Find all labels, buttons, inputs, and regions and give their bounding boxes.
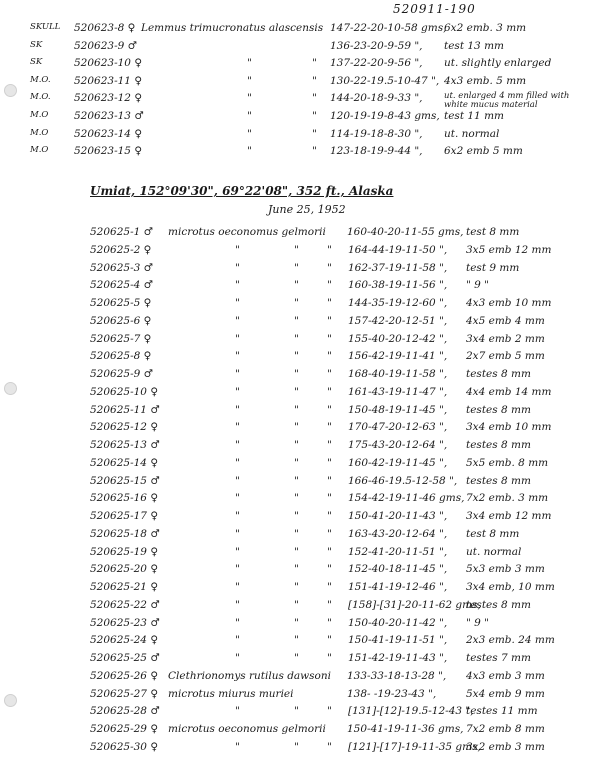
remarks: testes 11 mm (466, 705, 538, 718)
location-code: M.O (30, 127, 49, 138)
catalog-number: 520625-3 ♂ (90, 261, 154, 274)
remarks: 4x4 emb 14 mm (466, 385, 552, 398)
ditto-mark: " (294, 616, 299, 629)
catalog-number: 520623-11 ♀ (74, 74, 143, 87)
catalog-number: 520625-12 ♀ (90, 421, 159, 434)
ditto-mark: " (327, 634, 332, 647)
ditto-mark: " (294, 598, 299, 611)
ditto-mark: " (235, 474, 240, 487)
ditto-mark: " (294, 474, 299, 487)
remarks: test 9 mm (466, 261, 520, 274)
ditto-mark: " (312, 92, 317, 105)
ditto-mark: " (235, 705, 240, 718)
ditto-mark: " (294, 279, 299, 292)
measurements: 144-35-19-12-60 ", (348, 297, 448, 309)
ditto-mark: " (294, 439, 299, 451)
ditto-mark: " (235, 243, 240, 256)
catalog-number: 520625-13 ♂ (90, 439, 160, 451)
catalog-number: 520625-19 ♀ (90, 545, 159, 558)
ledger-row (0, 57, 600, 75)
remarks: test 8 mm (466, 527, 520, 540)
measurements: 175-43-20-12-64 ", (348, 439, 448, 451)
remarks: " 9 " (466, 279, 490, 292)
remarks: test 13 mm (444, 39, 504, 52)
ditto-mark: " (327, 474, 332, 487)
ditto-mark: " (312, 127, 317, 140)
ledger-row (0, 75, 600, 93)
ledger-row (0, 279, 600, 297)
ledger-row (0, 475, 600, 493)
ditto-mark: " (235, 456, 240, 469)
ditto-mark: " (247, 57, 252, 70)
ledger-row (0, 128, 600, 146)
ledger-row (0, 563, 600, 581)
ditto-mark: " (235, 545, 240, 558)
ditto-mark: " (294, 314, 299, 327)
ledger-row (0, 670, 600, 688)
ledger-row (0, 723, 600, 741)
remarks: 4x5 emb 4 mm (466, 314, 545, 327)
ledger-row (0, 581, 600, 599)
remarks: ut. normal (466, 545, 522, 558)
ditto-mark: " (247, 92, 252, 105)
ditto-mark: " (235, 332, 240, 345)
measurements: 156-42-19-11-41 ", (348, 350, 448, 363)
remarks: testes 8 mm (466, 439, 531, 451)
catalog-number: 520623-12 ♀ (74, 92, 143, 105)
ledger-row (0, 333, 600, 351)
ditto-mark: " (235, 368, 240, 380)
measurements: 168-40-19-11-58 ", (348, 368, 448, 380)
remarks: testes 8 mm (466, 474, 531, 487)
ledger-row (0, 404, 600, 422)
ledger-row (0, 617, 600, 635)
ditto-mark: " (235, 261, 240, 274)
ledger-row (0, 22, 600, 40)
ditto-mark: " (235, 350, 240, 363)
location-code: M.O (30, 145, 49, 156)
location-code: SK (30, 57, 43, 68)
page-number: 520911-190 (393, 2, 476, 16)
ditto-mark: " (235, 403, 240, 416)
measurements: 133-33-18-13-28 ", (347, 669, 447, 682)
ditto-mark: " (327, 616, 332, 629)
ditto-mark: " (235, 385, 240, 398)
catalog-number: 520625-5 ♀ (90, 297, 152, 309)
ditto-mark: " (294, 705, 299, 718)
ditto-mark: " (235, 492, 240, 505)
measurements: 150-41-20-11-43 ", (348, 510, 448, 522)
catalog-number: 520623-15 ♀ (74, 145, 143, 158)
ditto-mark: " (294, 652, 299, 664)
catalog-number: 520625-2 ♀ (90, 243, 152, 256)
remarks: 6x2 emb 5 mm (444, 145, 523, 158)
remarks: 6x2 emb. 3 mm (444, 22, 527, 34)
catalog-number: 520625-6 ♀ (90, 314, 152, 327)
ditto-mark: " (327, 527, 332, 540)
catalog-number: 520625-14 ♀ (90, 456, 159, 469)
remarks: 4x3 emb 10 mm (466, 297, 552, 309)
measurements: 164-44-19-11-50 ", (348, 243, 448, 256)
remarks: 5x4 emb 9 mm (466, 687, 545, 700)
ditto-mark: " (235, 652, 240, 664)
species-name: microtus miurus muriei (168, 687, 294, 700)
remarks: 7x2 emb. 3 mm (466, 492, 549, 505)
ditto-mark: " (327, 421, 332, 434)
catalog-number: 520625-30 ♀ (90, 740, 159, 753)
measurements: 150-41-19-11-51 ", (348, 634, 448, 647)
remarks: 3x4 emb 10 mm (466, 421, 552, 434)
ditto-mark: " (294, 297, 299, 309)
ditto-mark: " (235, 297, 240, 309)
measurements: 155-40-20-12-42 ", (348, 332, 448, 345)
ditto-mark: " (327, 332, 332, 345)
location-code: SKULL (30, 22, 61, 32)
ditto-mark: " (294, 261, 299, 274)
species-name: microtus oeconomus gelmorii (168, 226, 326, 238)
measurements: 137-22-20-9-56 ", (330, 57, 423, 70)
ledger-row (0, 315, 600, 333)
remarks: 5x3 emb 3 mm (466, 563, 545, 576)
ditto-mark: " (294, 510, 299, 522)
ditto-mark: " (235, 439, 240, 451)
ledger-row (0, 439, 600, 457)
catalog-number: 520625-24 ♀ (90, 634, 159, 647)
measurements: 160-38-19-11-56 ", (348, 279, 448, 292)
catalog-number: 520625-29 ♀ (90, 723, 159, 735)
ditto-mark: " (235, 563, 240, 576)
measurements: [131]-[12]-19.5-12-43 ", (348, 705, 474, 718)
ditto-mark: " (327, 297, 332, 309)
catalog-number: 520625-18 ♂ (90, 527, 160, 540)
remarks: 3x4 emb, 10 mm (466, 581, 555, 593)
ditto-mark: " (294, 243, 299, 256)
measurements: 154-42-19-11-46 gms, (348, 492, 465, 505)
measurements: 150-48-19-11-45 ", (348, 403, 448, 416)
measurements: [158]-[31]-20-11-62 gms, (348, 598, 481, 611)
ditto-mark: " (327, 403, 332, 416)
catalog-number: 520623-8 ♀ (74, 22, 136, 34)
measurements: 150-41-19-11-36 gms, (347, 723, 464, 735)
ditto-mark: " (327, 740, 332, 753)
remarks: testes 8 mm (466, 403, 531, 416)
catalog-number: 520625-26 ♀ (90, 669, 159, 682)
ledger-row (0, 110, 600, 128)
ditto-mark: " (294, 563, 299, 576)
ditto-mark: " (294, 350, 299, 363)
ditto-mark: " (294, 581, 299, 593)
remarks: 4x3 emb. 5 mm (444, 74, 527, 87)
ditto-mark: " (247, 110, 252, 122)
remarks: 3x5 emb 12 mm (466, 243, 552, 256)
catalog-number: 520625-20 ♀ (90, 563, 159, 576)
ditto-mark: " (312, 74, 317, 87)
catalog-number: 520625-21 ♀ (90, 581, 159, 593)
catalog-number: 520625-22 ♂ (90, 598, 160, 611)
measurements: 152-41-20-11-51 ", (348, 545, 448, 558)
ditto-mark: " (235, 581, 240, 593)
ditto-mark: " (235, 421, 240, 434)
ledger-row (0, 705, 600, 723)
catalog-number: 520625-27 ♀ (90, 687, 159, 700)
measurements: 161-43-19-11-47 ", (348, 385, 448, 398)
remarks: 5x5 emb. 8 mm (466, 456, 549, 469)
catalog-number: 520625-16 ♀ (90, 492, 159, 505)
ditto-mark: " (327, 385, 332, 398)
catalog-number: 520623-13 ♂ (74, 110, 144, 122)
remarks: ut. enlarged 4 mm filled with white mucus material (444, 91, 570, 111)
measurements: 138- -19-23-43 ", (347, 687, 437, 700)
catalog-number: 520625-9 ♂ (90, 368, 154, 380)
remarks: testes 8 mm (466, 598, 531, 611)
ditto-mark: " (294, 368, 299, 380)
remarks: ut. normal (444, 127, 500, 140)
remarks: test 11 mm (444, 110, 504, 122)
ditto-mark: " (327, 350, 332, 363)
catalog-number: 520625-28 ♂ (90, 705, 160, 718)
catalog-number: 520625-10 ♀ (90, 385, 159, 398)
ditto-mark: " (312, 57, 317, 70)
ledger-row (0, 145, 600, 163)
ditto-mark: " (312, 145, 317, 158)
catalog-number: 520623-9 ♂ (74, 39, 138, 52)
ditto-mark: " (327, 581, 332, 593)
remarks: " 9 " (466, 616, 490, 629)
ditto-mark: " (327, 705, 332, 718)
ditto-mark: " (327, 261, 332, 274)
location-code: M.O. (30, 74, 51, 85)
catalog-number: 520625-25 ♂ (90, 652, 160, 664)
catalog-number: 520625-7 ♀ (90, 332, 152, 345)
measurements: 136-23-20-9-59 ", (330, 39, 423, 52)
ditto-mark: " (235, 616, 240, 629)
ditto-mark: " (327, 279, 332, 292)
species-name: microtus oeconomus gelmorii (168, 723, 326, 735)
ditto-mark: " (294, 492, 299, 505)
catalog-number: 520625-23 ♂ (90, 616, 160, 629)
ledger-row (0, 510, 600, 528)
ditto-mark: " (235, 634, 240, 647)
ditto-mark: " (327, 368, 332, 380)
measurements: 120-19-19-8-43 gms, (330, 110, 440, 122)
ledger-row (0, 368, 600, 386)
ditto-mark: " (327, 545, 332, 558)
ledger-row (0, 652, 600, 670)
remarks: 3x4 emb 2 mm (466, 332, 545, 345)
ditto-mark: " (312, 110, 317, 122)
remarks: 2x3 emb. 24 mm (466, 634, 555, 647)
ledger-row (0, 226, 600, 244)
measurements: 114-19-18-8-30 ", (330, 127, 423, 140)
location-code: M.O. (30, 92, 51, 103)
remarks: testes 7 mm (466, 652, 531, 664)
ditto-mark: " (327, 598, 332, 611)
location-code: SK (30, 39, 43, 50)
ditto-mark: " (235, 740, 240, 753)
ledger-row (0, 350, 600, 368)
ditto-mark: " (294, 740, 299, 753)
ledger-row (0, 386, 600, 404)
ditto-mark: " (294, 385, 299, 398)
ledger-row (0, 297, 600, 315)
ditto-mark: " (247, 74, 252, 87)
measurements: 152-40-18-11-45 ", (348, 563, 448, 576)
ditto-mark: " (235, 510, 240, 522)
ditto-mark: " (294, 545, 299, 558)
ditto-mark: " (247, 145, 252, 158)
catalog-number: 520625-15 ♂ (90, 474, 160, 487)
ledger-row (0, 244, 600, 262)
species-name: Clethrionomys rutilus dawsoni (168, 669, 331, 682)
remarks: 7x2 emb 8 mm (466, 723, 545, 735)
ditto-mark: " (294, 403, 299, 416)
catalog-number: 520623-14 ♀ (74, 127, 143, 140)
ditto-mark: " (327, 456, 332, 469)
ditto-mark: " (327, 439, 332, 451)
ledger-row (0, 492, 600, 510)
ledger-row (0, 92, 600, 110)
ditto-mark: " (327, 243, 332, 256)
ledger-row (0, 262, 600, 280)
measurements: [121]-[17]-19-11-35 gms, (348, 740, 481, 753)
ledger-row (0, 599, 600, 617)
ditto-mark: " (247, 127, 252, 140)
remarks: 3x4 emb 12 mm (466, 510, 552, 522)
measurements: 163-43-20-12-64 ", (348, 527, 448, 540)
measurements: 144-20-18-9-33 ", (330, 92, 423, 105)
ditto-mark: " (294, 332, 299, 345)
ledger-row (0, 421, 600, 439)
ditto-mark: " (294, 421, 299, 434)
remarks: 2x7 emb 5 mm (466, 350, 545, 363)
ledger-row (0, 634, 600, 652)
catalog-number: 520623-10 ♀ (74, 57, 143, 70)
measurements: 130-22-19.5-10-47 ", (330, 74, 440, 87)
measurements: 160-42-19-11-45 ", (348, 456, 448, 469)
ditto-mark: " (235, 279, 240, 292)
location-code: M.O (30, 110, 49, 120)
catalog-number: 520625-4 ♂ (90, 279, 154, 292)
catalog-number: 520625-1 ♂ (90, 226, 154, 238)
measurements: 147-22-20-10-58 gms, (330, 22, 447, 34)
ditto-mark: " (327, 510, 332, 522)
ledger-row (0, 40, 600, 58)
remarks: ut. slightly enlarged (444, 57, 552, 70)
remarks: test 8 mm (466, 226, 520, 238)
measurements: 123-18-19-9-44 ", (330, 145, 423, 158)
catalog-number: 520625-17 ♀ (90, 510, 159, 522)
ditto-mark: " (294, 456, 299, 469)
ledger-row (0, 546, 600, 564)
remarks: testes 8 mm (466, 368, 531, 380)
ditto-mark: " (235, 314, 240, 327)
measurements: 170-47-20-12-63 ", (348, 421, 448, 434)
catalog-number: 520625-8 ♀ (90, 350, 152, 363)
ledger-row (0, 688, 600, 706)
measurements: 157-42-20-12-51 ", (348, 314, 448, 327)
ditto-mark: " (294, 527, 299, 540)
remarks: 3x2 emb 3 mm (466, 740, 545, 753)
measurements: 150-40-20-11-42 ", (348, 616, 448, 629)
ledger-row (0, 528, 600, 546)
measurements: 151-42-19-11-43 ", (348, 652, 448, 664)
measurements: 166-46-19.5-12-58 ", (348, 474, 458, 487)
ditto-mark: " (235, 527, 240, 540)
ditto-mark: " (327, 563, 332, 576)
ledger-row (0, 741, 600, 759)
ditto-mark: " (294, 634, 299, 647)
ditto-mark: " (327, 652, 332, 664)
ditto-mark: " (327, 492, 332, 505)
catalog-number: 520625-11 ♂ (90, 403, 160, 416)
locality-header: Umiat, 152°09'30", 69°22'08", 352 ft., Alaska (90, 184, 394, 198)
remarks: 4x3 emb 3 mm (466, 669, 545, 682)
measurements: 162-37-19-11-58 ", (348, 261, 448, 274)
ditto-mark: " (327, 314, 332, 327)
species-name: Lemmus trimucronatus alascensis (141, 22, 324, 34)
ditto-mark: " (235, 598, 240, 611)
measurements: 160-40-20-11-55 gms, (347, 226, 464, 238)
collection-date: June 25, 1952 (268, 203, 346, 216)
ledger-row (0, 457, 600, 475)
measurements: 151-41-19-12-46 ", (348, 581, 448, 593)
